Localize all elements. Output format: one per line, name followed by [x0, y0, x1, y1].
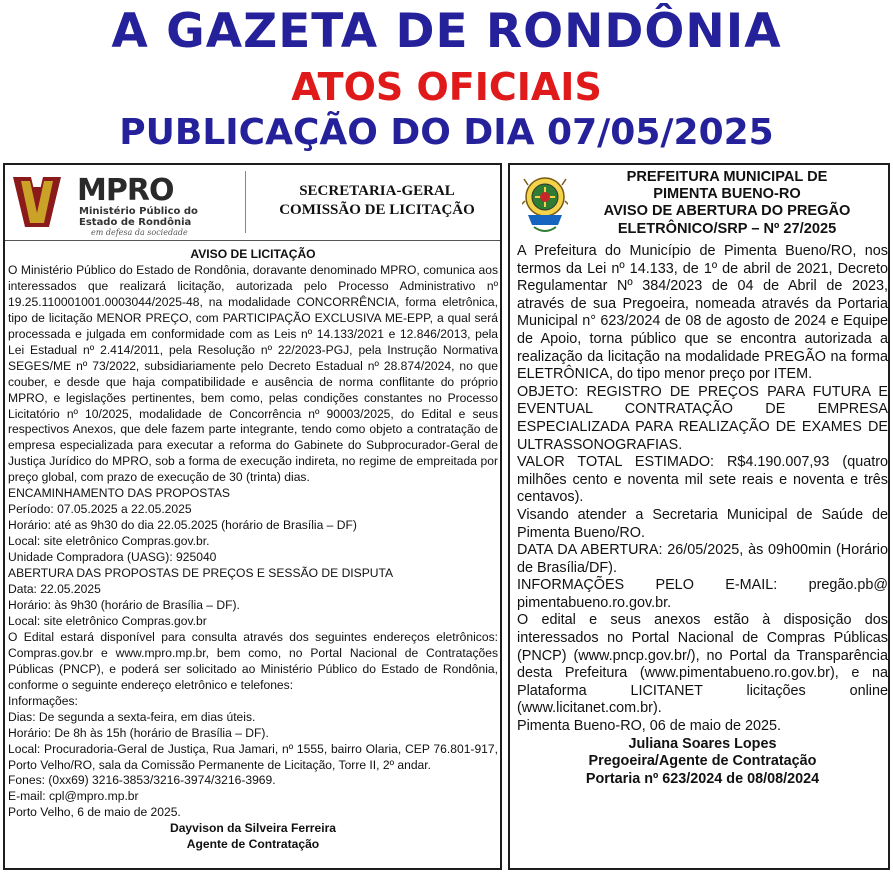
title-line: PREFEITURA MUNICIPAL DE [626, 169, 828, 185]
notice-line: Horário: às 9h30 (horário de Brasília – DF). [8, 597, 240, 612]
mpro-subtitle-line-2: Estado de Rondônia [79, 217, 192, 228]
objeto-paragraph: OBJETO: REGISTRO DE PREÇOS PARA FUTURA E EVENTUAL CONTRATAÇÃO DE EMPRESA ESPECIALIZADA PARA REALIZAÇÃO DE EXAMES DE ULTRASSONOGRAFIAS. [517, 383, 888, 453]
pregao-notice-body [517, 243, 888, 788]
notice-intro: O Ministério Público do Estado de Rondônia, doravante denominado MPRO, comunica aos interessados que realizará licitação, autorizada pelo Processo Administrativo nº 19.25.110001001.0003044/2025-48, na modalidade CONCORRÊNCIA, forma eletrônica, tipo de licitação MENOR PREÇO, com PARTICIPAÇÃO EXCLUSIVA ME-EPP, a qual será processada e julgada em conformidade com as Leis nº 14.133/2021 e 12.846/2013, pela Lei Estadual nº 2.414/2011, pela Resolução nº 22/2023-PGJ, pela Instrução Normativa SEGES/ME nº 73/2022, subsidiariamente pelo Decreto Estadual nº 28.874/2024, no que couber, e desde que haja compatibilidade e ausência de norma conflitante do próprio MPRO, e legislações pertinentes, bem como, pelas condições constantes no Processo Licitatório nº 10/2025, modalidade de Concorrência nº 90003/2025, do Edital e seus respectivos Anexos, que dele fazem parte integrante, tendo como objeto a contratação de empresa especializada para executar a reforma do Gabinete do Subprocurador-Geral de Justiça Jurídico do MPRO, sob a forma de execução indireta, no regime de empreitada por preço global, com prazo de execução de 30 (trinta) dias. [8, 262, 498, 485]
title-line: ELETRÔNICO/SRP – Nº 27/2025 [617, 220, 837, 237]
mpro-header [5, 165, 500, 241]
edital-paragraph: O Edital estará disponível para consulta através dos seguintes endereços eletrônicos: Compras.gov.br e www.mpro.mp.br, bem como, no Portal Nacional de Contratações Públicas (PNCP), e poderá ser solicitado ao Ministério Público do Estado de Rondônia, conforme o seguinte endereço eletrônico e telefones: [8, 629, 498, 692]
mpro-licitacao-notice [3, 163, 502, 870]
mpro-emblem-icon [11, 173, 63, 231]
address-paragraph: Local: Procuradoria-Geral de Justiça, Rua Jamari, nº 1555, bairro Olaria, CEP 76.801-917, Porto Velho/RO, sala da Comissão Permanente de Licitação, Torre II, 2º andar. [8, 741, 498, 772]
notice-line: Informações: [8, 693, 78, 708]
notice-line: Horário: até as 9h30 do dia 22.05.2025 (horário de Brasília – DF) [8, 518, 357, 533]
notice-line: Período: 07.05.2025 a 22.05.2025 [8, 502, 192, 517]
secretaria-line: SECRETARIA-GERAL [299, 183, 455, 199]
mpro-notice-body [8, 247, 498, 853]
secretaria-heading [257, 182, 497, 220]
notice-line: Local: site eletrônico Compras.gov.br. [8, 534, 210, 549]
notice-line: Local: site eletrônico Compras.gov.br [8, 613, 207, 628]
abertura-paragraph: DATA DA ABERTURA: 26/05/2025, às 09h00min (Horário de Brasília/DF). [517, 542, 888, 576]
valor-paragraph: VALOR TOTAL ESTIMADO: R$4.190.007,93 (quatro milhões cento e noventa mil sete reais e noventa e três centavos). [517, 454, 888, 506]
title-line: PIMENTA BUENO-RO [653, 186, 801, 203]
publication-date: PUBLICAÇÃO DO DIA 07/05/2025 [119, 112, 774, 153]
mpro-subtitle [79, 206, 198, 228]
notice-line: Horário: De 8h às 15h (horário de Brasília – DF). [8, 725, 269, 740]
notice-title: AVISO DE LICITAÇÃO [190, 247, 316, 261]
newspaper-title: A GAZETA DE RONDÔNIA [111, 4, 782, 59]
notice-line: Dias: De segunda a sexta-feira, em dias úteis. [8, 709, 256, 724]
section-title: ATOS OFICIAIS [291, 65, 602, 109]
mpro-wordmark [77, 175, 242, 235]
signer-name: Juliana Soares Lopes [628, 735, 777, 752]
masthead [0, 0, 893, 160]
mpro-name: MPRO [77, 173, 174, 208]
signer-role: Agente de Contratação [186, 837, 320, 852]
notice-line: Data: 22.05.2025 [8, 582, 101, 597]
email-paragraph: INFORMAÇÕES PELO E-MAIL: pregão.pb@ pimentabueno.ro.gov.br. [517, 577, 888, 611]
mpro-subtitle-line-1: Ministério Público do [79, 206, 198, 217]
edital-paragraph: O edital e seus anexos estão à disposição dos interessados no Portal Nacional de Compras Públicas (PNCP) (www.pncp.gov.br/), no Portal da Transparência desta Prefeitura (www.pimentabueno.ro.gov.br), e na Plataforma LICITANET licitações online (www.licitanet.com.br). [517, 612, 888, 717]
header-divider [245, 171, 246, 233]
notice-line: Unidade Compradora (UASG): 925040 [8, 550, 217, 565]
signer-role: Pregoeira/Agente de Contratação [588, 753, 817, 770]
notice-paragraph: A Prefeitura do Município de Pimenta Bueno/RO, nos termos da Lei nº 14.133, de 1º de abril de 2021, Decreto Regulamentar Nº 384/2023 de 04 de Abril de 2023, através de sua Pregoeira, nomeada através da Portaria Municipal n° 623/2024 de 08 de agosto de 2024 e Equipe de Apoio, torna público que se encontra autorizada a realização da licitação na modalidade PREGÃO na forma ELETRÔNICA, do tipo menor preço por ITEM. [517, 243, 888, 383]
pimenta-bueno-pregao-notice [508, 163, 890, 870]
notice-line: ENCAMINHAMENTO DAS PROPOSTAS [8, 486, 230, 501]
signer-name: Dayvison da Silveira Ferreira [169, 821, 337, 836]
notice-line: E-mail: cpl@mpro.mp.br [8, 789, 139, 804]
pimenta-bueno-crest-icon [522, 175, 568, 235]
comissao-line: COMISSÃO DE LICITAÇÃO [279, 202, 475, 218]
signer-portaria: Portaria nº 623/2024 de 08/08/2024 [585, 770, 820, 787]
notice-line: Fones: (0xx69) 3216-3853/3216-3974/3216-3969. [8, 773, 276, 788]
place-date: Pimenta Bueno-RO, 06 de maio de 2025. [517, 718, 781, 735]
notice-line: ABERTURA DAS PROPOSTAS DE PREÇOS E SESSÃO DE DISPUTA [8, 566, 394, 581]
pregao-title [572, 169, 882, 238]
title-line: AVISO DE ABERTURA DO PREGÃO [603, 203, 851, 220]
notice-paragraph: Visando atender a Secretaria Municipal de Saúde de Pimenta Bueno/RO. [517, 506, 888, 541]
mpro-tagline: em defesa da sociedade [91, 228, 188, 237]
notice-line: Porto Velho, 6 de maio de 2025. [8, 805, 181, 820]
